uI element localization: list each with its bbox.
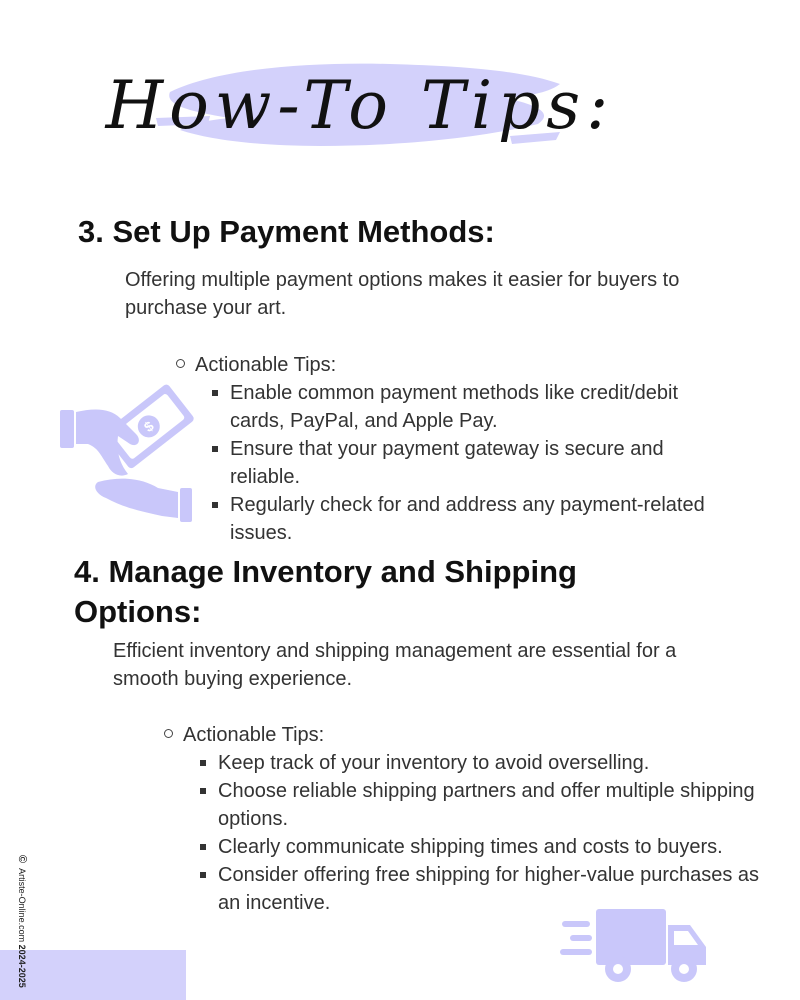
section-intro-payment: Offering multiple payment options makes it easier for buyers to purchase your art. bbox=[125, 269, 680, 319]
list-item: Clearly communicate shipping times and costs to buyers. bbox=[200, 833, 760, 861]
list-item: Ensure that your payment gateway is secure and reliable. bbox=[212, 435, 732, 491]
fast-delivery-truck-icon bbox=[560, 905, 710, 985]
hand-giving-money-icon bbox=[58, 382, 198, 527]
svg-text:$: $ bbox=[140, 417, 157, 436]
actionable-tips-label bbox=[176, 351, 336, 379]
list-item: Consider offering free shipping for higher-value purchases as an incentive. bbox=[200, 861, 760, 917]
copyright-notice bbox=[11, 855, 31, 995]
copyright-years: 2024-2025 bbox=[17, 944, 27, 988]
section-intro-inventory: Efficient inventory and shipping management are essential for a smooth buying experience. bbox=[113, 640, 677, 690]
list-item: Regularly check for and address any payment-related issues. bbox=[212, 491, 732, 547]
section-heading-inventory: 4. Manage Inventory and Shipping Options: bbox=[74, 554, 577, 629]
inventory-tips-list bbox=[200, 749, 760, 917]
page-title: How-To Tips: bbox=[105, 66, 615, 144]
actionable-tips-label bbox=[164, 721, 324, 749]
title-banner bbox=[105, 40, 615, 170]
circle-bullet-icon bbox=[176, 359, 185, 368]
tips-label-text: Actionable Tips: bbox=[183, 724, 325, 746]
list-item: Enable common payment methods like credit/debit cards, PayPal, and Apple Pay. bbox=[212, 379, 732, 435]
list-item: Keep track of your inventory to avoid overselling. bbox=[200, 749, 760, 777]
section-heading-payment: 3. Set Up Payment Methods: bbox=[78, 214, 495, 249]
copyright-site: Artiste-Online.com bbox=[17, 868, 27, 943]
payment-tips-list bbox=[212, 379, 732, 547]
copyright-symbol: © bbox=[16, 855, 28, 864]
tips-label-text: Actionable Tips: bbox=[195, 354, 337, 376]
list-item: Choose reliable shipping partners and offer multiple shipping options. bbox=[200, 777, 760, 833]
circle-bullet-icon bbox=[164, 729, 173, 738]
